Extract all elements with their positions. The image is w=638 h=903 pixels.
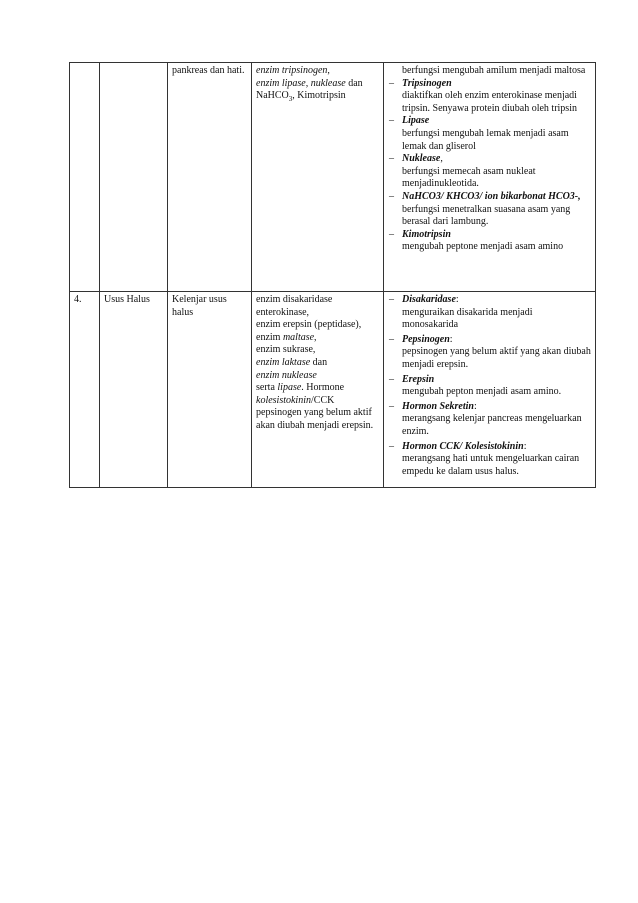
cell-text: , <box>314 331 317 343</box>
list-item <box>388 191 591 229</box>
function-cell <box>384 63 596 292</box>
cell-text: Hormon CCK/ Kolesistokinin <box>402 440 524 452</box>
gland-cell: Kelenjar usus halus <box>168 292 252 488</box>
cell-text: , <box>440 153 443 165</box>
table-row-pancreas <box>70 63 596 292</box>
list-item <box>388 78 591 116</box>
enzyme-text: , <box>327 65 330 76</box>
cell-text: mengubah peptone menjadi asam amino <box>402 241 564 253</box>
cell-text: menguraikan disakarida menjadi monosakarida <box>402 306 533 331</box>
gland-cell: pankreas dan hati. <box>168 63 252 292</box>
cell-text: Disakaridase <box>402 294 456 305</box>
function-list <box>388 65 591 254</box>
cell-text: berfungsi menetralkan suasana asam yang berasal dari lambung. <box>402 203 571 228</box>
cell-text: mengubah pepton menjadi asam amino. <box>402 386 562 398</box>
cell-text: enzim disakaridase <box>256 294 333 305</box>
cell-text: , <box>578 190 581 202</box>
organ-cell: Usus Halus <box>100 292 168 488</box>
list-item <box>388 441 591 479</box>
cell-text: lipase <box>277 382 302 394</box>
cell-text: berfungsi memecah asam nukleat menjadinukleotida. <box>402 165 536 190</box>
row-number-cell <box>70 63 100 292</box>
cell-text: Lipase <box>402 115 430 127</box>
row-number-cell: 4. <box>70 292 100 488</box>
cell-text: Nuklease <box>402 153 441 165</box>
enzyme-text: enzim tripsinogen <box>256 65 328 76</box>
cell-text: merangsang kelenjar pancreas mengeluarkan enzim. <box>402 413 582 437</box>
enzyme-cell <box>252 292 384 488</box>
cell-text: : <box>473 400 477 412</box>
enzyme-text: , Kimotripsin <box>292 90 346 102</box>
enzyme-cell <box>252 63 384 292</box>
cell-text: enzim erepsin (peptidase), <box>256 319 362 331</box>
cell-text: enzim laktase <box>256 356 311 368</box>
function-intro: berfungsi mengubah amilum menjadi maltosa <box>402 65 586 76</box>
cell-text: Tripsinogen <box>402 77 452 89</box>
cell-text: enzim <box>256 331 283 343</box>
enzyme-text: NaHCO <box>256 90 289 102</box>
cell-text: enzim sukrase, <box>256 344 316 356</box>
enzyme-subscript: 3 <box>288 95 293 104</box>
cell-text: : <box>455 294 459 305</box>
cell-text: pepsinogen yang belum aktif yang akan diubah menjadi erepsin. <box>402 346 591 370</box>
cell-text: : <box>523 440 527 452</box>
enzyme-text: enzim lipase, nuklease <box>256 77 346 89</box>
enzyme-text: dan <box>345 77 363 89</box>
cell-text: serta <box>256 382 278 394</box>
cell-text: Pepsinogen <box>402 333 450 345</box>
digestion-table <box>69 62 596 488</box>
function-list <box>388 294 591 478</box>
list-item <box>388 153 591 191</box>
list-item <box>388 294 591 332</box>
cell-text: pepsinogen yang belum aktif akan diubah menjadi erepsin. <box>256 407 374 431</box>
list-item <box>388 401 591 439</box>
cell-text: dan <box>310 356 328 368</box>
list-item <box>388 115 591 153</box>
cell-text: enterokinase, <box>256 306 310 318</box>
cell-text: . Hormone <box>301 382 345 394</box>
list-item <box>388 334 591 372</box>
cell-text: kolesistokinin <box>256 394 311 406</box>
list-item <box>388 229 591 254</box>
cell-text: : <box>449 333 453 345</box>
cell-text: maltase <box>282 331 315 343</box>
cell-text: /CCK <box>311 394 335 406</box>
organ-cell <box>100 63 168 292</box>
cell-text: Erepsin <box>402 373 435 385</box>
list-item <box>388 374 591 399</box>
cell-text: berfungsi mengubah lemak menjadi asam lemak dan gliserol <box>402 127 569 152</box>
cell-text: Kimotripsin <box>402 228 451 240</box>
table-row-usus-halus <box>70 292 596 488</box>
function-cell <box>384 292 596 488</box>
cell-text: enzim nuklease <box>256 369 317 381</box>
cell-text: Hormon Sekretin <box>402 400 474 412</box>
cell-text: diaktifkan oleh enzim enterokinase menjadi tripsin. Senyawa protein diubah oleh tripsin <box>402 90 577 114</box>
cell-text: NaHCO3/ KHCO3/ ion bikarbonat HCO3- <box>402 190 579 202</box>
cell-text: merangsang hati untuk mengeluarkan cairan empedu ke dalam usus halus. <box>402 453 580 477</box>
